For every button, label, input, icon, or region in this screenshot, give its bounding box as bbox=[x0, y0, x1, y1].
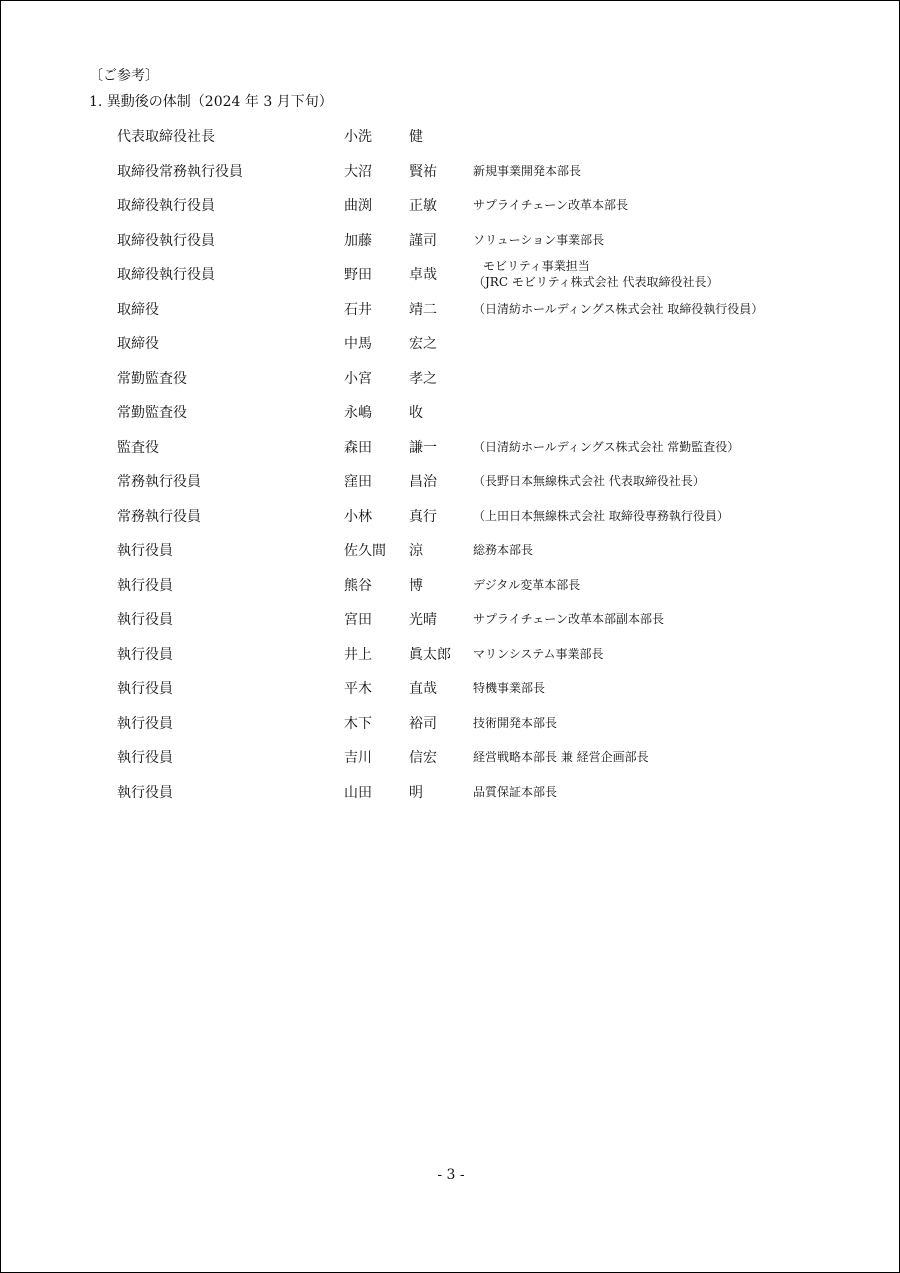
roster-row bbox=[117, 119, 817, 154]
note-line: デジタル変革本部長 bbox=[473, 577, 581, 592]
roster-row bbox=[117, 430, 817, 465]
officer-given-name: 謙一 bbox=[409, 439, 437, 456]
officer-note bbox=[473, 257, 718, 292]
note-line: （長野日本無線株式会社 代表取締役社長） bbox=[473, 474, 705, 489]
officer-title: 取締役常務執行役員 bbox=[117, 163, 243, 180]
officer-note bbox=[473, 464, 705, 499]
officer-title: 執行役員 bbox=[117, 750, 173, 767]
officer-note bbox=[473, 706, 557, 741]
officer-surname: 中馬 bbox=[344, 336, 372, 353]
officer-title: 取締役執行役員 bbox=[117, 267, 215, 284]
officer-surname: 佐久間 bbox=[344, 543, 386, 560]
officer-surname: 平木 bbox=[344, 681, 372, 698]
roster-row bbox=[117, 671, 817, 706]
officer-note bbox=[473, 568, 580, 603]
officer-surname: 森田 bbox=[344, 439, 372, 456]
officer-note bbox=[473, 775, 557, 810]
officer-given-name: 孝之 bbox=[409, 370, 437, 387]
officer-given-name: 裕司 bbox=[409, 715, 437, 732]
officer-given-name: 光晴 bbox=[409, 612, 437, 629]
officer-title: 取締役 bbox=[117, 336, 159, 353]
officer-title: 執行役員 bbox=[117, 715, 173, 732]
officer-given-name: 博 bbox=[409, 577, 423, 594]
officer-surname: 宮田 bbox=[344, 612, 372, 629]
note-line: サプライチェーン改革本部長 bbox=[473, 198, 629, 213]
officer-title: 執行役員 bbox=[117, 681, 173, 698]
officer-title: 執行役員 bbox=[117, 543, 173, 560]
officer-surname: 山田 bbox=[344, 784, 372, 801]
note-line: 特機事業部長 bbox=[473, 681, 546, 696]
officer-given-name: 卓哉 bbox=[409, 267, 437, 284]
officer-title: 執行役員 bbox=[117, 577, 173, 594]
officer-title: 代表取締役社長 bbox=[117, 129, 215, 146]
officer-note bbox=[473, 188, 628, 223]
officer-title: 常勤監査役 bbox=[117, 370, 187, 387]
officer-title: 取締役執行役員 bbox=[117, 198, 215, 215]
officer-title: 執行役員 bbox=[117, 646, 173, 663]
officer-surname: 永嶋 bbox=[344, 405, 372, 422]
note-line: （日清紡ホールディングス株式会社 取締役執行役員） bbox=[473, 301, 764, 316]
reference-label: 〔ご参考〕 bbox=[89, 68, 159, 84]
officer-surname: 木下 bbox=[344, 715, 372, 732]
officer-note bbox=[473, 671, 545, 706]
note-line: サプライチェーン改革本部副本部長 bbox=[473, 612, 665, 627]
officer-surname: 大沼 bbox=[344, 163, 372, 180]
officer-given-name: 昌治 bbox=[409, 474, 437, 491]
note-line: 品質保証本部長 bbox=[473, 784, 558, 799]
roster-row bbox=[117, 395, 817, 430]
officer-note bbox=[473, 430, 739, 465]
officer-given-name: 收 bbox=[409, 405, 423, 422]
officer-given-name: 賢祐 bbox=[409, 163, 437, 180]
roster-row bbox=[117, 326, 817, 361]
officer-surname: 熊谷 bbox=[344, 577, 372, 594]
roster-row bbox=[117, 464, 817, 499]
note-line: マリンシステム事業部長 bbox=[473, 646, 604, 661]
officer-title: 執行役員 bbox=[117, 784, 173, 801]
roster-row bbox=[117, 637, 817, 672]
roster-row bbox=[117, 533, 817, 568]
officer-surname: 窪田 bbox=[344, 474, 372, 491]
officer-title: 常務執行役員 bbox=[117, 508, 201, 525]
officer-note bbox=[473, 499, 729, 534]
roster-row bbox=[117, 292, 817, 327]
officer-given-name: 健 bbox=[409, 129, 423, 146]
note-line: 経営戦略本部長 兼 経営企画部長 bbox=[473, 750, 649, 765]
officer-given-name: 真行 bbox=[409, 508, 437, 525]
officer-given-name: 眞太郎 bbox=[409, 646, 451, 663]
officer-roster bbox=[117, 119, 817, 809]
note-line: （JRC モビリティ株式会社 代表取締役社長） bbox=[473, 275, 719, 290]
note-line: 技術開発本部長 bbox=[473, 715, 558, 730]
officer-note bbox=[473, 292, 763, 327]
officer-surname: 小林 bbox=[344, 508, 372, 525]
officer-surname: 小宮 bbox=[344, 370, 372, 387]
roster-row bbox=[117, 223, 817, 258]
roster-row bbox=[117, 568, 817, 603]
note-line: （上田日本無線株式会社 取締役専務執行役員） bbox=[473, 508, 729, 523]
officer-note bbox=[473, 637, 604, 672]
officer-title: 執行役員 bbox=[117, 612, 173, 629]
officer-surname: 石井 bbox=[344, 301, 372, 318]
officer-given-name: 明 bbox=[409, 784, 423, 801]
roster-row bbox=[117, 740, 817, 775]
note-line: 新規事業開発本部長 bbox=[473, 163, 582, 178]
officer-given-name: 靖二 bbox=[409, 301, 437, 318]
officer-note bbox=[473, 740, 649, 775]
note-line: ソリューション事業部長 bbox=[473, 232, 605, 247]
officer-given-name: 信宏 bbox=[409, 750, 437, 767]
roster-row bbox=[117, 188, 817, 223]
roster-row bbox=[117, 499, 817, 534]
roster-row bbox=[117, 154, 817, 189]
roster-row bbox=[117, 775, 817, 810]
officer-title: 常勤監査役 bbox=[117, 405, 187, 422]
officer-note bbox=[473, 602, 664, 637]
note-line: （日清紡ホールディングス株式会社 常勤監査役） bbox=[473, 439, 740, 454]
note-line: モビリティ事業担当 bbox=[483, 259, 590, 274]
officer-surname: 加藤 bbox=[344, 232, 372, 249]
officer-surname: 吉川 bbox=[344, 750, 372, 767]
roster-row bbox=[117, 602, 817, 637]
officer-title: 常務執行役員 bbox=[117, 474, 201, 491]
page-number: - 3 - bbox=[437, 1167, 465, 1183]
officer-given-name: 宏之 bbox=[409, 336, 437, 353]
officer-given-name: 正敏 bbox=[409, 198, 437, 215]
officer-title: 取締役執行役員 bbox=[117, 232, 215, 249]
officer-note bbox=[473, 154, 581, 189]
officer-surname: 井上 bbox=[344, 646, 372, 663]
note-line: 総務本部長 bbox=[473, 543, 534, 558]
officer-note bbox=[473, 223, 604, 258]
section-title: 1. 異動後の体制（2024 年 3 月下旬） bbox=[89, 94, 333, 110]
officer-surname: 曲渕 bbox=[344, 198, 372, 215]
officer-given-name: 直哉 bbox=[409, 681, 437, 698]
officer-surname: 小洗 bbox=[344, 129, 372, 146]
roster-row bbox=[117, 361, 817, 396]
roster-row bbox=[117, 257, 817, 292]
officer-given-name: 涼 bbox=[409, 543, 423, 560]
officer-note bbox=[473, 533, 533, 568]
officer-given-name: 謹司 bbox=[409, 232, 437, 249]
officer-title: 取締役 bbox=[117, 301, 159, 318]
roster-row bbox=[117, 706, 817, 741]
officer-surname: 野田 bbox=[344, 267, 372, 284]
officer-title: 監査役 bbox=[117, 439, 159, 456]
